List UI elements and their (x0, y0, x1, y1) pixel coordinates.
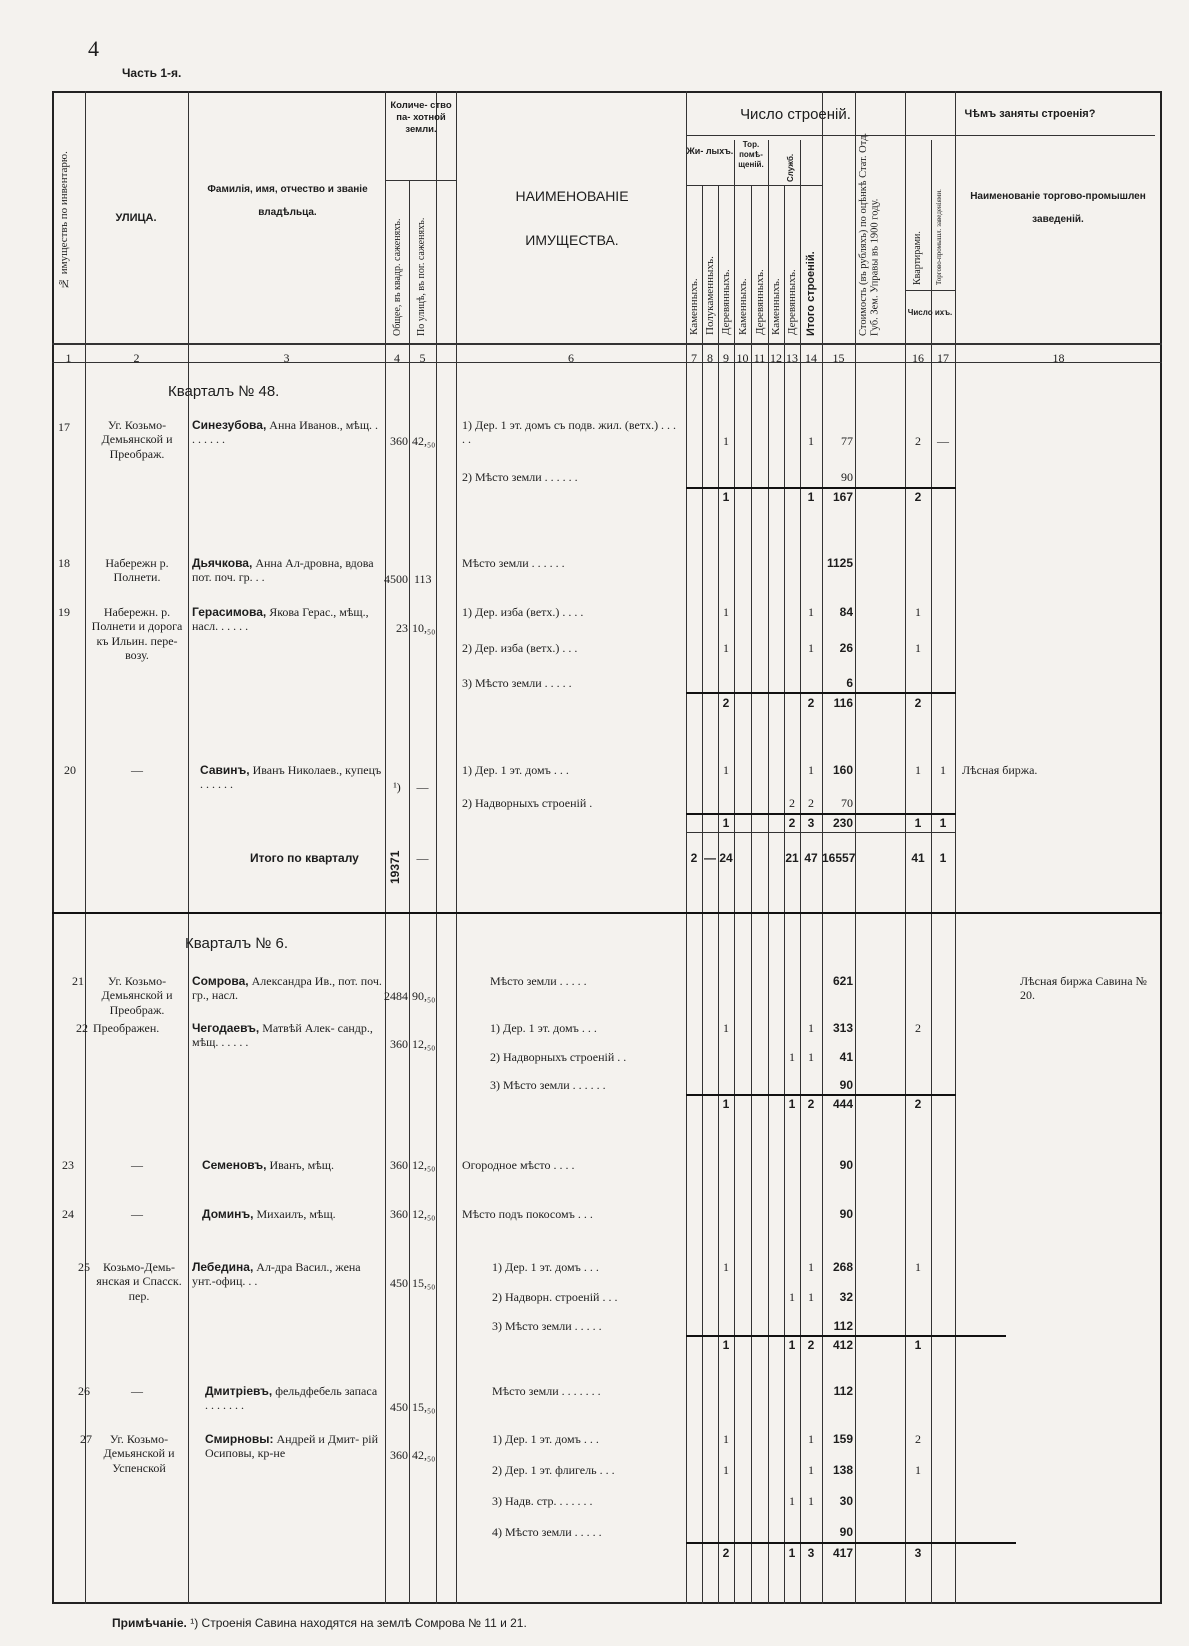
col-number: 10 (736, 351, 749, 365)
header-col13: Деревянныхъ. (786, 269, 798, 335)
cell-value: 112 (833, 1319, 853, 1333)
entry-street: Уг. Козьмо- Демьянской и Успенской (103, 1432, 175, 1475)
entry-street: Набережн. р. Полнети и дорога къ Ильин. пере- возу. (91, 605, 183, 663)
land-total: 360 (390, 434, 408, 448)
header-owner: Фамилія, имя, отчество и званіе владѣльца. (207, 184, 368, 218)
cell-c9: 1 (723, 641, 729, 655)
col-number: 8 (707, 351, 713, 365)
cell-c14: 1 (808, 434, 814, 448)
col-number: 12 (770, 351, 782, 365)
col-number: 4 (394, 351, 400, 365)
header-col9: Деревянныхъ. (720, 269, 732, 335)
owner-name: Дмитріевъ, (205, 1384, 273, 1398)
subtotal-value: 230 (832, 816, 853, 830)
col-rule (751, 185, 752, 1604)
owner-detail: фельдфебель запаса . . . . . . . (205, 1384, 378, 1413)
header-land-group: Количе- ство па- хотной земли. (390, 100, 452, 135)
subtotal-c14: 1 (807, 490, 815, 504)
subtotal-value: 412 (832, 1338, 853, 1352)
cell-c16: 1 (915, 605, 921, 619)
subtotal-rule (686, 692, 956, 694)
row-rule (385, 180, 456, 181)
subtotal-c14: 2 (807, 1097, 815, 1111)
subtotal-c14: 3 (807, 1546, 815, 1560)
page-number: 4 (88, 36, 99, 61)
entry-number: 20 (64, 763, 76, 777)
col-number: 13 (786, 351, 798, 365)
cell-c13: 1 (789, 1050, 795, 1064)
cell-c14: 1 (808, 1260, 814, 1274)
col-rule (436, 91, 437, 1604)
footnote (112, 1616, 527, 1631)
col-number: 7 (691, 351, 697, 365)
land-total: 2484 (384, 989, 408, 1003)
col-number: 14 (805, 351, 817, 365)
col-rule (855, 91, 856, 1604)
cell-value: 90 (839, 1525, 853, 1539)
header-col5: По улицѣ, въ пог. саженяхъ. (416, 217, 427, 336)
quarter-title: Кварталъ № 48. (168, 383, 280, 400)
cell-value: 32 (839, 1290, 853, 1304)
col-rule (188, 91, 189, 1604)
entry-street: — (131, 1158, 143, 1172)
land-total: 360 (390, 1207, 408, 1221)
header-living: Жи- лыхъ. (686, 146, 734, 156)
subtotal-rule (686, 1094, 956, 1096)
property-item: Мѣсто земли . . . . . (490, 974, 587, 988)
quarter-total-value: 16557 (822, 851, 856, 865)
cell-c16: 1 (915, 763, 921, 777)
header-col12: Каменныхъ. (770, 278, 782, 335)
subtotal-c9: 2 (722, 696, 730, 710)
entry-number: 17 (58, 420, 70, 434)
cell-value: 621 (832, 974, 853, 988)
footnote-label: Примѣчаніе. (112, 1616, 187, 1630)
subtotal-value: 116 (833, 696, 853, 710)
entry-owner (192, 974, 382, 1003)
property-item: 3) Мѣсто земли . . . . . (462, 676, 572, 690)
cell-value: 90 (839, 1207, 853, 1221)
quarter-total-c13: 21 (785, 851, 799, 865)
establishment-name: Лѣсная биржа. (962, 763, 1038, 777)
owner-name: Сомрова, (192, 974, 249, 988)
col-number: 17 (937, 351, 949, 365)
property-item: 1) Дер. 1 эт. домъ . . . (490, 1021, 597, 1035)
subtotal-c9: 1 (722, 1097, 730, 1111)
cell-c17: 1 (940, 763, 946, 777)
cell-value: 84 (839, 605, 853, 619)
owner-detail: Иванъ, мѣщ. (266, 1158, 334, 1172)
subtotal-c9: 1 (722, 816, 730, 830)
header-trade: Тор. помѣ- щеній. (738, 140, 764, 169)
property-item: Мѣсто земли . . . . . . (462, 556, 565, 570)
property-item: 3) Надв. стр. . . . . . . (492, 1494, 593, 1508)
subtotal-rule (686, 813, 956, 815)
owner-detail: Михаилъ, мѣщ. (253, 1207, 336, 1221)
subtotal-c14: 2 (807, 1338, 815, 1352)
owner-detail: Анна Иванов., мѣщ. . . . . . . . (192, 418, 379, 447)
row-rule (686, 135, 1155, 136)
cell-c14: 1 (808, 641, 814, 655)
land-total: 360 (390, 1158, 408, 1172)
property-item: Мѣсто подъ покосомъ . . . (462, 1207, 593, 1221)
cell-c14: 1 (808, 1432, 814, 1446)
entry-owner (192, 605, 382, 634)
footnote-text: ¹) Строенія Савина находятся на землѣ Сомрова № 11 и 21. (186, 1616, 527, 1630)
owner-detail: Александра Ив., пот. поч. гр., насл. (192, 974, 382, 1003)
col-rule (686, 91, 687, 1604)
entry-number: 19 (58, 605, 70, 619)
subtotal-c9: 1 (722, 1338, 730, 1352)
header-col4: Общее, въ квадр. саженяхъ. (392, 218, 403, 336)
land-total: 4500 (384, 572, 408, 586)
row-rule (905, 290, 955, 291)
header-col17: Торгово-промышл. заведеніями. (935, 189, 943, 285)
quarter-total-land: 19371 (388, 850, 402, 884)
street-length: 15,₅₀ (412, 1400, 436, 1414)
entry-number: 27 (80, 1432, 92, 1446)
subtotal-value: 417 (832, 1546, 853, 1560)
header-col15: Стоимость (въ рубляхъ) по оцѣнкѣ Стат. Отд. Губ. Зем. Управы въ 1900 году. (858, 132, 881, 336)
land-total: 450 (390, 1276, 408, 1290)
subtotal-c16: 3 (914, 1546, 922, 1560)
cell-c16: 2 (915, 1021, 921, 1035)
entry-street: Набережн р. Полнети. (105, 556, 169, 585)
cell-c14: 1 (808, 1050, 814, 1064)
cell-value: 70 (841, 796, 853, 810)
cell-c16: 2 (915, 434, 921, 448)
cell-value: 112 (833, 1384, 853, 1398)
cell-value: 268 (832, 1260, 853, 1274)
cell-c9: 1 (723, 434, 729, 448)
cell-c14: 1 (808, 1494, 814, 1508)
property-item: 3) Мѣсто земли . . . . . (492, 1319, 602, 1333)
property-item: 1) Дер. 1 эт. домъ . . . (492, 1260, 599, 1274)
land-total: 23 (396, 621, 408, 635)
cell-value: 159 (832, 1432, 853, 1446)
col-rule (456, 91, 457, 1604)
header-col14: Итого строеній. (805, 251, 817, 336)
subtotal-rule (686, 1335, 1006, 1337)
quarter-total-c8: — (704, 851, 716, 865)
entry-number: 22 (76, 1021, 88, 1035)
quarter-total-c7: 2 (690, 851, 698, 865)
property-item: 2) Надворн. строеній . . . (492, 1290, 618, 1304)
land-total: ¹) (393, 780, 401, 794)
owner-name: Лебедина, (192, 1260, 254, 1274)
cell-value: 90 (841, 470, 853, 484)
entry-street: Уг. Козьмо- Демьянской и Преображ. (101, 418, 173, 461)
subtotal-c9: 1 (722, 490, 730, 504)
entry-owner (200, 763, 382, 792)
entry-number: 23 (62, 1158, 74, 1172)
col-number: 3 (283, 351, 290, 365)
property-item: 2) Дер. изба (ветх.) . . . (462, 641, 578, 655)
cell-c9: 1 (723, 1260, 729, 1274)
header-col8: Полукаменныхъ. (704, 256, 716, 335)
header-count-label: Число ихъ. (907, 308, 953, 317)
cell-c16: 1 (915, 1463, 921, 1477)
quarter-separator (52, 912, 1162, 914)
entry-number: 18 (58, 556, 70, 570)
subtotal-c16: 2 (914, 1097, 922, 1111)
street-length: 90,₅₀ (412, 989, 436, 1003)
entry-number: 25 (78, 1260, 90, 1274)
row-rule (52, 343, 1162, 345)
subtotal-c13: 1 (788, 1546, 796, 1560)
land-total: 360 (390, 1448, 408, 1462)
street-length: 10,₅₀ (412, 621, 436, 635)
owner-detail: Андрей и Дмит- рій Осиповы, кр-не (205, 1432, 379, 1461)
entry-owner (192, 1260, 382, 1289)
entry-street: — (131, 1384, 143, 1398)
cell-c9: 1 (723, 1463, 729, 1477)
entry-number: 26 (78, 1384, 90, 1398)
subtotal-value: 444 (832, 1097, 853, 1111)
cell-c9: 1 (723, 763, 729, 777)
cell-value: 41 (839, 1050, 853, 1064)
property-item: 2) Надворныхъ строеній . . (490, 1050, 627, 1064)
street-length: 12,₅₀ (412, 1207, 436, 1221)
cell-value: 6 (846, 676, 853, 690)
col-number: 18 (1052, 351, 1065, 365)
owner-name: Синезубова, (192, 418, 267, 432)
owner-detail: Ал-дра Васил., жена унт.-офиц. . . (192, 1260, 361, 1289)
subtotal-c13: 2 (788, 816, 796, 830)
subtotal-rule (686, 1542, 1016, 1544)
street-length: 12,₅₀ (412, 1158, 436, 1172)
col-rule (385, 91, 386, 1604)
owner-name: Смирновы: (205, 1432, 274, 1446)
street-length: 42,₅₀ (412, 1448, 436, 1462)
col-number: 5 (419, 351, 426, 365)
subtotal-c16: 2 (914, 696, 922, 710)
subtotal-c17: 1 (939, 816, 947, 830)
property-item: 4) Мѣсто земли . . . . . (492, 1525, 602, 1539)
cell-value: 138 (832, 1463, 853, 1477)
entry-street: — (131, 1207, 143, 1221)
header-item-b: ИМУЩЕСТВА. (525, 232, 619, 248)
entry-owner (205, 1384, 380, 1413)
header-col10: Каменныхъ. (737, 278, 749, 335)
entry-number: 21 (72, 974, 84, 988)
owner-detail: Якова Герас., мѣщ., насл. . . . . . (192, 605, 369, 634)
property-item: 1) Дер. изба (ветх.) . . . . (462, 605, 584, 619)
cell-c14: 1 (808, 605, 814, 619)
cell-c13: 2 (789, 796, 795, 810)
cell-c16: 1 (915, 1260, 921, 1274)
street-length: 15,₅₀ (412, 1276, 436, 1290)
header-col18: Наименованіе торгово-промышлен заведеній. (970, 191, 1146, 225)
owner-name: Савинъ, (200, 763, 250, 777)
subtotal-rule (686, 487, 956, 489)
owner-detail: Иванъ Николаев., купецъ . . . . . . (200, 763, 382, 792)
owner-name: Дьячкова, (192, 556, 253, 570)
subtotal-value: 167 (832, 490, 853, 504)
cell-c14: 1 (808, 1021, 814, 1035)
entry-owner (202, 1207, 382, 1221)
header-col7: Каменныхъ. (688, 278, 700, 335)
col-number: 2 (133, 351, 140, 365)
header-col1: № имуществъ по инвентарю. (58, 151, 70, 289)
street-length: 12,₅₀ (412, 1037, 436, 1051)
establishment-name: Лѣсная биржа Савина № 20. (1020, 974, 1148, 1003)
subtotal-c16: 1 (914, 1338, 922, 1352)
cell-c13: 1 (789, 1290, 795, 1304)
property-item: 2) Надворныхъ строеній . (462, 796, 593, 810)
cell-value: 160 (832, 763, 853, 777)
cell-c16: 2 (915, 1432, 921, 1446)
entry-owner (205, 1432, 383, 1461)
header-col16: Квартирами. (912, 231, 923, 285)
owner-name: Чегодаевъ, (192, 1021, 260, 1035)
header-occupied-group: Чѣмъ заняты строенія? (964, 108, 1096, 120)
cell-c13: 1 (789, 1494, 795, 1508)
col-rule (702, 185, 703, 1604)
owner-name: Семеновъ, (202, 1158, 267, 1172)
col-number: 9 (723, 351, 729, 365)
cell-value: 77 (841, 434, 853, 448)
col-rule (822, 91, 823, 1604)
quarter-total-c16: 41 (911, 851, 925, 865)
entry-street: Преображен. (93, 1021, 160, 1035)
entry-street: Козьмо-Демь- янская и Спасск. пер. (96, 1260, 182, 1303)
property-item: 3) Мѣсто земли . . . . . . (490, 1078, 606, 1092)
subtotal-c9: 2 (722, 1546, 730, 1560)
cell-c14: 1 (808, 763, 814, 777)
row-rule (686, 185, 822, 186)
street-length: — (416, 780, 429, 794)
subtotal-rule (686, 832, 956, 833)
property-item: 2) Мѣсто земли . . . . . . (462, 470, 578, 484)
property-item: 1) Дер. 1 эт. домъ . . . (492, 1432, 599, 1446)
property-item: 1) Дер. 1 эт. домъ . . . (462, 763, 569, 777)
cell-value: 90 (839, 1078, 853, 1092)
cell-c16: 1 (915, 641, 921, 655)
entry-owner (192, 1021, 382, 1050)
cell-value: 26 (839, 641, 853, 655)
owner-name: Герасимова, (192, 605, 267, 619)
subtotal-c16: 1 (914, 816, 922, 830)
owner-detail: Анна Ал-дровна, вдова пот. поч. гр. . . (192, 556, 374, 585)
header-item-a: НАИМЕНОВАНІЕ (515, 188, 629, 204)
col-rule (409, 180, 410, 1604)
col-number: 6 (568, 351, 574, 365)
subtotal-c13: 1 (788, 1338, 796, 1352)
entry-owner (192, 418, 382, 447)
cell-value: 90 (839, 1158, 853, 1172)
cell-c9: 1 (723, 1021, 729, 1035)
cell-value: 30 (839, 1494, 853, 1508)
cell-c9: 1 (723, 605, 729, 619)
header-street: УЛИЦА. (115, 212, 157, 224)
land-total: 450 (390, 1400, 408, 1414)
cell-c14: 2 (808, 796, 814, 810)
property-item: 2) Дер. 1 эт. флигель . . . (492, 1463, 615, 1477)
col-number: 1 (65, 351, 72, 365)
quarter-total-label: Итого по кварталу (250, 851, 359, 865)
col-number: 11 (753, 351, 766, 365)
entry-owner (202, 1158, 382, 1172)
quarter-total-c17: 1 (939, 851, 947, 865)
land-total: 360 (390, 1037, 408, 1051)
entry-street: Уг. Козьмо- Демьянской и Преображ. (101, 974, 173, 1017)
cell-c14: 1 (808, 1463, 814, 1477)
subtotal-c13: 1 (788, 1097, 796, 1111)
subtotal-c14: 2 (807, 696, 815, 710)
entry-number: 24 (62, 1207, 74, 1221)
subtotal-c16: 2 (914, 490, 922, 504)
col-number: 16 (912, 351, 924, 365)
owner-name: Доминъ, (202, 1207, 254, 1221)
header-buildings-group: Число строеній. (740, 106, 851, 123)
owner-detail: Матвѣй Алек- сандр., мѣщ. . . . . . (192, 1021, 373, 1050)
register-table (52, 91, 1162, 1604)
col-rule (718, 185, 719, 1604)
cell-c9: 1 (723, 1432, 729, 1446)
entry-street: — (131, 763, 143, 777)
col-rule (955, 91, 956, 1604)
col-rule (85, 91, 86, 1604)
property-item: Огородное мѣсто . . . . (462, 1158, 575, 1172)
header-col11: Деревянныхъ. (754, 269, 766, 335)
cell-c14: 1 (808, 1290, 814, 1304)
subtotal-c14: 3 (807, 816, 815, 830)
street-length: 113 (414, 572, 432, 586)
col-rule (784, 185, 785, 1604)
col-number: 15 (832, 351, 845, 365)
cell-value: 313 (832, 1021, 853, 1035)
property-item: 1) Дер. 1 эт. домъ съ подв. жил. (ветх.) . . . . . (462, 418, 677, 447)
header-service: Служб. (786, 153, 795, 182)
property-item: Мѣсто земли . . . . . . . (492, 1384, 601, 1398)
quarter-title: Кварталъ № 6. (185, 935, 289, 952)
quarter-total-c9: 24 (719, 851, 733, 865)
street-length: 42,₅₀ (412, 434, 436, 448)
cell-c17: — (937, 434, 949, 448)
quarter-total-dash: — (416, 851, 429, 865)
quarter-total-c14: 47 (804, 851, 818, 865)
cell-value: 1125 (826, 556, 853, 570)
part-label: Часть 1-я. (122, 66, 182, 80)
entry-owner (192, 556, 382, 585)
